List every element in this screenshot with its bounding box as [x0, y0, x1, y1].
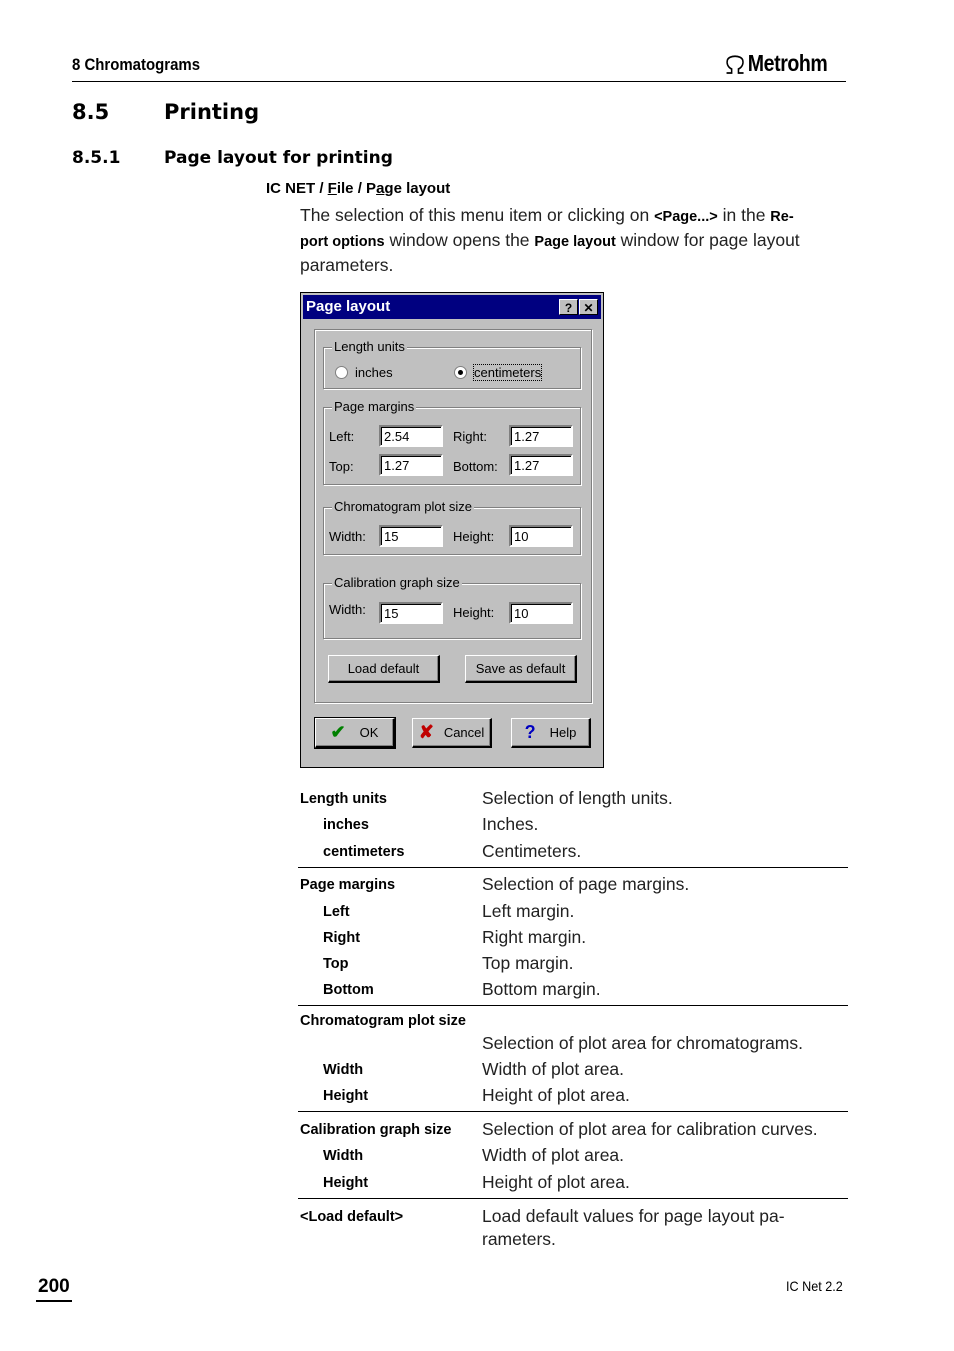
- ok-button[interactable]: [315, 718, 395, 748]
- length-units-group: [323, 339, 581, 389]
- calib-height-field[interactable]: 10: [509, 602, 573, 624]
- right-margin-label: Right:: [453, 429, 487, 444]
- omega-logo-icon: [724, 53, 746, 75]
- help-label: Help: [549, 725, 577, 740]
- section-title: Printing: [164, 100, 260, 124]
- table-divider: [298, 867, 848, 868]
- checkmark-icon: ✔: [330, 722, 346, 742]
- calib-size-group: [323, 575, 581, 639]
- desc-plot-width: Width of plot area.: [482, 1059, 625, 1079]
- desc-bottom: Bottom margin.: [482, 979, 601, 999]
- intro-paragraph: The selection of this menu item or clicking on <Page...> in the Re- port options window opens the Page layout window for page layout parameters.: [300, 205, 800, 275]
- calib-height-label: Height:: [453, 605, 495, 620]
- term-top: Top: [323, 956, 349, 972]
- term-plot-height: Height: [323, 1088, 369, 1104]
- desc-load-default-1: Load default values for page layout pa-: [482, 1206, 785, 1226]
- bottom-margin-label: Bottom:: [453, 459, 498, 474]
- term-calib-height: Height: [323, 1175, 369, 1191]
- term-plot-width: Width: [323, 1062, 364, 1078]
- plot-size-label: Chromatogram plot size: [334, 499, 472, 514]
- desc-page-margins: Selection of page margins.: [482, 874, 690, 894]
- table-divider: [298, 1198, 848, 1199]
- save-as-default-button[interactable]: Save as default: [465, 655, 577, 683]
- term-calib-width: Width: [323, 1148, 364, 1164]
- inches-label: inches: [355, 365, 393, 380]
- section-number: 8.5: [72, 100, 110, 124]
- subsection-number: 8.5.1: [72, 148, 121, 168]
- page-margins-group: [323, 399, 581, 485]
- desc-centimeters: Centimeters.: [482, 841, 582, 861]
- left-margin-field[interactable]: 2.54: [379, 425, 443, 447]
- plot-height-field[interactable]: 10: [509, 525, 573, 547]
- calib-width-label: Width:: [329, 602, 366, 617]
- page-margins-label: Page margins: [334, 399, 415, 414]
- term-centimeters: centimeters: [323, 844, 405, 860]
- table-divider: [298, 1005, 848, 1006]
- desc-left: Left margin.: [482, 901, 575, 921]
- desc-inches: Inches.: [482, 814, 539, 834]
- calib-size-label: Calibration graph size: [334, 575, 460, 590]
- chapter-header: 8 Chromatograms: [72, 55, 201, 74]
- plot-size-group: [323, 499, 581, 555]
- close-icon[interactable]: ✕: [579, 299, 598, 315]
- top-margin-field[interactable]: 1.27: [379, 454, 443, 476]
- plot-width-label: Width:: [329, 529, 366, 544]
- cross-icon: ✘: [418, 722, 434, 742]
- top-margin-label: Top:: [329, 459, 354, 474]
- page-layout-dialog: [300, 292, 604, 768]
- desc-calib-size: Selection of plot area for calibration curves.: [482, 1119, 818, 1139]
- desc-length-units: Selection of length units.: [482, 788, 673, 808]
- term-inches: inches: [323, 817, 369, 833]
- question-icon: ?: [524, 722, 536, 742]
- plot-height-label: Height:: [453, 529, 495, 544]
- term-page-margins: Page margins: [300, 877, 396, 893]
- length-units-label: Length units: [334, 339, 405, 354]
- term-length-units: Length units: [300, 791, 387, 807]
- inches-radio[interactable]: [335, 366, 348, 379]
- metrohm-logo: [724, 50, 827, 77]
- desc-load-default-2: rameters.: [482, 1229, 556, 1249]
- cancel-label: Cancel: [443, 725, 485, 740]
- help-button[interactable]: [511, 718, 591, 748]
- footer-product: IC Net 2.2: [786, 1278, 843, 1294]
- term-left: Left: [323, 904, 350, 920]
- term-calib-size: Calibration graph size: [300, 1122, 452, 1138]
- centimeters-radio[interactable]: [454, 366, 467, 379]
- centimeters-label: centimeters: [474, 365, 542, 380]
- right-margin-field[interactable]: 1.27: [509, 425, 573, 447]
- left-margin-label: Left:: [329, 429, 355, 444]
- logo-text: Metrohm: [747, 50, 828, 76]
- calib-width-field[interactable]: 15: [379, 602, 443, 624]
- desc-top: Top margin.: [482, 953, 574, 973]
- page-number: 200: [36, 1276, 72, 1302]
- bottom-margin-field[interactable]: 1.27: [509, 454, 573, 476]
- desc-plot-height: Height of plot area.: [482, 1085, 630, 1105]
- ok-label: OK: [359, 725, 379, 740]
- desc-right: Right margin.: [482, 927, 587, 947]
- load-default-button[interactable]: Load default: [328, 655, 440, 683]
- plot-width-field[interactable]: 15: [379, 525, 443, 547]
- dialog-title-bar: [303, 295, 601, 319]
- term-right: Right: [323, 930, 361, 946]
- dialog-title: Page layout: [306, 298, 391, 315]
- table-divider: [298, 1111, 848, 1112]
- menu-path: IC NET / File / Page layout: [266, 180, 451, 197]
- term-plot-size: Chromatogram plot size: [300, 1013, 466, 1029]
- cancel-button[interactable]: [412, 718, 492, 748]
- desc-plot-size: Selection of plot area for chromatograms.: [482, 1033, 803, 1053]
- term-bottom: Bottom: [323, 982, 374, 998]
- desc-calib-width: Width of plot area.: [482, 1145, 625, 1165]
- desc-calib-height: Height of plot area.: [482, 1172, 630, 1192]
- subsection-title: Page layout for printing: [164, 148, 393, 168]
- header-rule: [72, 81, 846, 82]
- help-title-button[interactable]: ?: [559, 299, 578, 315]
- term-load-default: <Load default>: [300, 1209, 404, 1225]
